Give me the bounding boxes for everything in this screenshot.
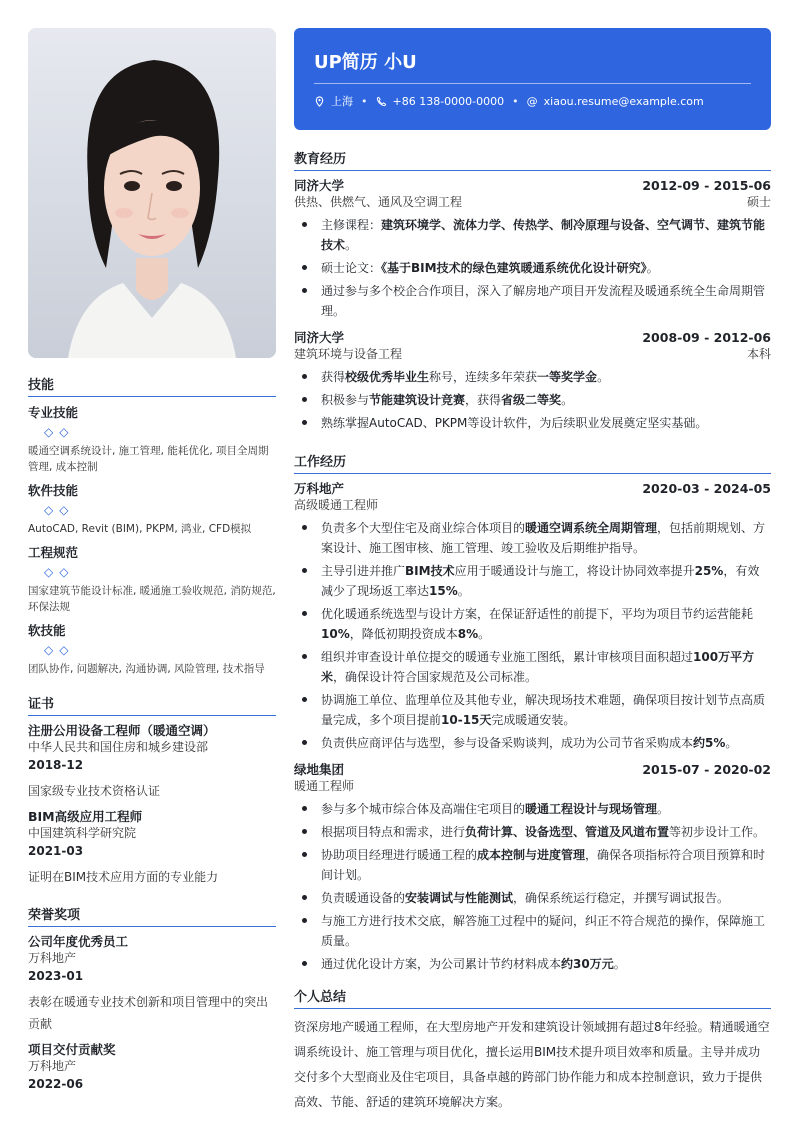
major: 建筑环境与设备工程 — [294, 347, 403, 361]
profile-photo — [28, 28, 276, 358]
education-bullets — [294, 215, 771, 321]
award-date: 2023-01 — [28, 969, 84, 983]
work-entry — [294, 480, 771, 753]
bullet-highlight: 约5% — [693, 736, 726, 750]
diamond-icon: ◇ — [59, 425, 69, 439]
awards-title: 荣誉奖项 — [28, 904, 276, 927]
degree: 本科 — [746, 347, 771, 361]
school-name: 同济大学 — [294, 330, 345, 345]
left-column — [28, 28, 276, 1093]
education-entry — [294, 329, 771, 433]
location-pin-icon — [314, 96, 325, 107]
diamond-icon: ◇ — [44, 643, 54, 657]
award-desc: 表彰在暖通专业技术创新和项目管理中的突出贡献 — [28, 995, 269, 1031]
company-name: 绿地集团 — [294, 762, 345, 777]
skill-level — [44, 503, 276, 517]
education-entry — [294, 177, 771, 321]
bullet-highlight: 安装调试与性能测试 — [405, 891, 514, 905]
work-bullets — [294, 518, 771, 753]
skill-group-desc: 国家建筑节能设计标准, 暖通施工验收规范, 消防规范, 环保法规 — [28, 585, 276, 613]
bullet-item: 硕士论文：《基于BIM技术的绿色建筑暖通系统优化设计研究》。 — [294, 258, 771, 278]
award-name: 公司年度优秀员工 — [28, 934, 129, 949]
certificate-name: BIM高级应用工程师 — [28, 809, 143, 824]
certificates-section — [28, 693, 276, 888]
certificate-desc: 国家级专业技术资格认证 — [28, 784, 161, 798]
bullet-item: 协调施工单位、监理单位及其他专业，解决现场技术难题，确保项目按计划节点高质量完成，多个项目提前10-15天完成暖通安装。 — [294, 690, 771, 730]
bullet-highlight: 25% — [694, 564, 724, 578]
skill-group — [28, 621, 276, 677]
diamond-icon: ◇ — [59, 643, 69, 657]
bullet-highlight: 10% — [321, 627, 350, 641]
bullet-item: 根据项目特点和需求，进行负荷计算、设备选型、管道及风道布置等初步设计工作。 — [294, 822, 771, 842]
education-date: 2008-09 - 2012-06 — [642, 330, 771, 345]
school-name: 同济大学 — [294, 178, 345, 193]
summary-section — [294, 986, 771, 1115]
skill-group-desc: 团队协作, 问题解决, 沟通协调, 风险管理, 技术指导 — [28, 663, 265, 675]
portrait-image — [28, 28, 276, 358]
skill-group-name: 工程规范 — [28, 545, 79, 560]
contact-separator: • — [512, 94, 519, 108]
certificate-issuer: 中华人民共和国住房和城乡建设部 — [28, 740, 209, 754]
summary-title: 个人总结 — [294, 986, 771, 1009]
skill-level — [44, 643, 276, 657]
certificate-item — [28, 722, 276, 802]
resume-header — [294, 28, 771, 130]
bullet-highlight: 15% — [429, 584, 458, 598]
contact-email — [527, 95, 704, 108]
bullet-item: 组织并审查设计单位提交的暖通专业施工图纸，累计审核项目面积超过100万平方米，确保设计符合国家规范及公司标准。 — [294, 647, 771, 687]
bullet-item: 协助项目经理进行暖通工程的成本控制与进度管理，确保各项指标符合项目预算和时间计划。 — [294, 845, 771, 885]
bullet-item: 负责供应商评估与选型，参与设备采购谈判，成功为公司节省采购成本约5%。 — [294, 733, 771, 753]
major: 供热、供燃气、通风及空调工程 — [294, 195, 463, 209]
work-title: 工作经历 — [294, 451, 771, 474]
diamond-icon: ◇ — [44, 425, 54, 439]
summary-text: 资深房地产暖通工程师，在大型房地产开发和建筑设计领域拥有超过8年经验。精通暖通空调系统设计、施工管理与项目优化，擅长运用BIM技术提升项目效率和质量。主导并成功交付多个大型商业及住宅项目，具备卓越的跨部门协作能力和成本控制意识，致力于提供高效、节能、舒适的建筑环境解决方案。 — [294, 1020, 770, 1109]
bullet-item: 负责暖通设备的安装调试与性能测试，确保系统运行稳定，并撰写调试报告。 — [294, 888, 771, 908]
phone-text[interactable]: +86 138-0000-0000 — [392, 94, 505, 108]
work-bullets — [294, 799, 771, 974]
bullet-item: 优化暖通系统选型与设计方案，在保证舒适性的前提下，平均为项目节约运营能耗10%，降低初期投资成本8%。 — [294, 604, 771, 644]
bullet-highlight: 省级二等奖 — [501, 393, 562, 407]
diamond-icon: ◇ — [59, 565, 69, 579]
award-date: 2022-06 — [28, 1077, 84, 1091]
at-sign-icon: @ — [526, 94, 538, 108]
education-title: 教育经历 — [294, 148, 771, 171]
skill-group-name: 软件技能 — [28, 483, 79, 498]
award-name: 项目交付贡献奖 — [28, 1042, 116, 1057]
contact-info — [314, 93, 751, 109]
email-text[interactable]: xiaou.resume@example.com — [543, 94, 704, 108]
bullet-highlight: 《基于BIM技术的绿色建筑暖通系统优化设计研究》 — [381, 261, 647, 275]
award-item — [28, 933, 276, 1035]
degree: 硕士 — [746, 195, 771, 209]
diamond-icon: ◇ — [59, 503, 69, 517]
bullet-item: 熟练掌握AutoCAD、PKPM等设计软件，为后续职业发展奠定坚实基础。 — [294, 413, 771, 433]
contact-location — [314, 93, 353, 109]
bullet-highlight: 暖通工程设计与现场管理 — [525, 802, 658, 816]
skill-level — [44, 565, 276, 579]
work-entry — [294, 761, 771, 974]
certificate-date: 2021-03 — [28, 844, 84, 858]
diamond-icon: ◇ — [44, 565, 54, 579]
bullet-highlight: 建筑环境学、流体力学、传热学、制冷原理与设备、空气调节、建筑节能技术 — [321, 218, 766, 252]
bullet-item: 获得校级优秀毕业生称号，连续多年荣获一等奖学金。 — [294, 367, 771, 387]
skill-group-name: 专业技能 — [28, 405, 79, 420]
bullet-item: 负责多个大型住宅及商业综合体项目的暖通空调系统全周期管理，包括前期规划、方案设计、施工图审核、施工管理、竣工验收及后期维护指导。 — [294, 518, 771, 558]
skill-group-name: 软技能 — [28, 623, 66, 638]
certificate-date: 2018-12 — [28, 758, 84, 772]
bullet-highlight: BIM技术 — [405, 564, 455, 578]
bullet-highlight: 成本控制与进度管理 — [477, 848, 586, 862]
bullet-item: 主修课程：建筑环境学、流体力学、传热学、制冷原理与设备、空气调节、建筑节能技术。 — [294, 215, 771, 255]
skill-group — [28, 543, 276, 615]
diamond-icon: ◇ — [44, 503, 54, 517]
bullet-highlight: 负荷计算、设备选型、管道及风道布置 — [465, 825, 670, 839]
bullet-item: 积极参与节能建筑设计竞赛，获得省级二等奖。 — [294, 390, 771, 410]
award-item — [28, 1041, 276, 1093]
skill-group — [28, 403, 276, 475]
skills-section — [28, 374, 276, 677]
right-column — [294, 28, 771, 1115]
awards-section — [28, 904, 276, 1093]
certificate-item — [28, 808, 276, 888]
certificates-title: 证书 — [28, 693, 276, 716]
bullet-highlight: 暖通空调系统全周期管理 — [525, 521, 658, 535]
work-date: 2020-03 - 2024-05 — [642, 481, 771, 496]
skill-group-desc: 暖通空调系统设计, 施工管理, 能耗优化, 项目全周期管理, 成本控制 — [28, 445, 269, 473]
certificate-issuer: 中国建筑科学研究院 — [28, 826, 137, 840]
certificate-name: 注册公用设备工程师（暖通空调） — [28, 723, 216, 738]
phone-icon — [376, 96, 387, 107]
award-issuer: 万科地产 — [28, 1059, 77, 1073]
location-text: 上海 — [331, 95, 353, 108]
bullet-item: 参与多个城市综合体及高端住宅项目的暖通工程设计与现场管理。 — [294, 799, 771, 819]
work-date: 2015-07 - 2020-02 — [642, 762, 771, 777]
candidate-name: UP简历 小U — [314, 50, 751, 84]
education-bullets — [294, 367, 771, 433]
company-name: 万科地产 — [294, 481, 345, 496]
skills-title: 技能 — [28, 374, 276, 397]
bullet-highlight: 节能建筑设计竞赛 — [369, 393, 466, 407]
contact-phone — [376, 95, 505, 108]
education-date: 2012-09 - 2015-06 — [642, 178, 771, 193]
bullet-highlight: 100万平方米 — [321, 650, 755, 684]
job-title: 暖通工程师 — [294, 779, 355, 793]
bullet-highlight: 8% — [457, 627, 479, 641]
education-section — [294, 148, 771, 433]
bullet-highlight: 约30万元 — [561, 957, 614, 971]
bullet-item: 通过优化设计方案，为公司累计节约材料成本约30万元。 — [294, 954, 771, 974]
bullet-highlight: 校级优秀毕业生 — [345, 370, 430, 384]
job-title: 高级暖通工程师 — [294, 498, 379, 512]
bullet-highlight: 10-15天 — [441, 713, 492, 727]
bullet-highlight: 一等奖学金 — [537, 370, 598, 384]
skill-group-desc: AutoCAD, Revit (BIM), PKPM, 鸿业, CFD模拟 — [28, 523, 252, 535]
award-issuer: 万科地产 — [28, 951, 77, 965]
contact-separator: • — [361, 94, 368, 108]
bullet-item: 主导引进并推广BIM技术应用于暖通设计与施工，将设计协同效率提升25%，有效减少了现场返工率达15%。 — [294, 561, 771, 601]
work-section — [294, 451, 771, 974]
bullet-item: 通过参与多个校企合作项目，深入了解房地产项目开发流程及暖通系统全生命周期管理。 — [294, 281, 771, 321]
bullet-item: 与施工方进行技术交底，解答施工过程中的疑问，纠正不符合规范的操作，保障施工质量。 — [294, 911, 771, 951]
skill-group — [28, 481, 276, 537]
skill-level — [44, 425, 276, 439]
certificate-desc: 证明在BIM技术应用方面的专业能力 — [28, 870, 219, 884]
